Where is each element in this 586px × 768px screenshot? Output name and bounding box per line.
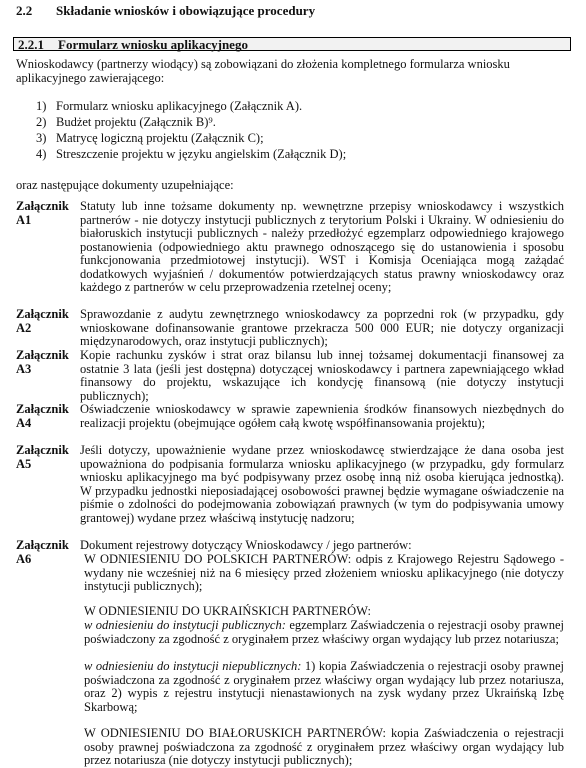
section-number: 2.2 <box>16 3 33 18</box>
a6-ukrainian-public <box>84 619 564 646</box>
attachment-text: Oświadczenie wnioskodawcy w sprawie zapewnienia środków finansowych niezbędnych do realizacji projektu (obejmujące ogółem całą kwotę współfinansowania projektu); <box>80 402 564 430</box>
attachment-label: Załącznik A2 <box>16 307 69 335</box>
list-item: 4) Streszczenie projektu w języku angielskim (Załącznik D); <box>36 147 347 161</box>
subsection-title: Formularz wniosku aplikacyjnego <box>58 37 248 52</box>
a6-polish-partners: W ODNIESIENIU DO POLSKICH PARTNERÓW: odpis z Krajowego Rejestru Sądowego - wydany nie wcześniej niż na 6 miesięcy przed złożeniem wniosku aplikacyjnego (nie dotyczy instytucji publicznych); <box>84 552 564 593</box>
required-documents-list <box>36 100 346 164</box>
attachment-text: Statuty lub inne tożsame dokumenty np. wewnętrzne przepisy wnioskodawcy i wszystkich partnerów - nie dotyczy instytucji publicznych z terytorium Polski i Ukrainy. W odniesieniu do białoruskich instytucji publicznych - należy przedłożyć egzemplarz odpowiedniego krajowego postanowienia (odpowiedniego aktu prawnego odnoszącego się do ustanowienia i sposobu funkcjonowania przedmiotowej instytucji). WST i Komisja Oceniająca mogą zażądać dodatkowych wyjaśnień / dokumentów potwierdzających status prawny wnioskodawcy oraz każdego z partnerów w celu przeprowadzenia rzetelnej oceny; <box>80 199 564 294</box>
attachment-text: Sprawozdanie z audytu zewnętrznego wnioskodawcy za poprzedni rok (w przypadku, gdy wnioskowane dofinansowanie grantowe przekracza 500 000 EUR; nie dotyczy organizacji międzynarodowych, oraz instytucji publicznych); <box>80 307 564 348</box>
attachment-label: Załącznik A3 <box>16 348 69 376</box>
a6-ukrainian-heading: W ODNIESIENIU DO UKRAIŃSKICH PARTNERÓW: <box>84 604 371 618</box>
a6-belarusian-partners: W ODNIESIENIU DO BIAŁORUSKICH PARTNERÓW: kopia Zaświadczenia o rejestracji osoby prawnej poświadczona za zgodność z oryginałem przez właściwy organ wydający lub przez notariusza (nie dotyczy instytucji publicznych); <box>84 726 564 767</box>
attachment-a4 <box>16 403 564 430</box>
attachment-a3 <box>16 349 564 403</box>
attachment-a1 <box>16 200 564 295</box>
a6-ukrainian-nonpublic-text: 1) kopia Zaświadczenia o rejestracji osoby prawnej poświadczona za zgodność z oryginałem przez właściwy organ wydający lub przez notariusza, oraz 2) wypis z rejestru instytucji nienastawionych na zysk wydany przez Ukraińską Izbę Skarbową; <box>84 659 564 714</box>
attachment-label: Załącznik A1 <box>16 199 69 227</box>
attachment-a2 <box>16 308 564 349</box>
section-title: Składanie wniosków i obowiązujące procedury <box>56 3 316 18</box>
attachment-text: Dokument rejestrowy dotyczący Wnioskodawcy / jego partnerów: <box>80 538 412 552</box>
attachment-text: Kopie rachunku zysków i strat oraz bilansu lub innej tożsamej dokumentacji finansowej za ostatnie 3 lata (jeśli jest dostępna) dotyczącej wnioskodawcy i partnera zapewniającego wkład finansowy do projektu, wskazujące ich kondycję finansową (nie dotyczy instytucji publicznych); <box>80 348 564 403</box>
section-heading <box>16 4 315 18</box>
a6-ukrainian-public-text: egzemplarz Zaświadczenia o rejestracji osoby prawnej poświadczony za zgodność z oryginałem przez właściwy organ wydający lub przez notariusza; <box>84 618 564 646</box>
a6-ukrainian-nonpublic-label: w odniesieniu do instytucji niepublicznych: <box>84 659 302 673</box>
attachment-label: Załącznik A4 <box>16 402 69 430</box>
supplementary-intro: oraz następujące dokumenty uzupełniające: <box>16 178 234 192</box>
list-item: 2) Budżet projektu (Załącznik B)⁹. <box>36 115 216 129</box>
attachment-label: Załącznik A5 <box>16 443 69 471</box>
attachment-text: Jeśli dotyczy, upoważnienie wydane przez wnioskodawcę stwierdzające że dana osoba jest upoważniona do podpisania formularza wniosku aplikacyjnego (w przypadku, gdy formularz wniosku aplikacyjnego ma być podpisywany przez osobę inną niż osoba kierująca jednostką). W przypadku jednostki nieposiadającej osobowości prawnej będzie wymagane oświadczenie na piśmie o zdolności do podejmowania zobowiązań prawnych (w tym do podpisywania umowy grantowej) wydane przez właściwą instytucję nadzoru; <box>80 443 564 525</box>
list-item: 1) Formularz wniosku aplikacyjnego (Załącznik A). <box>36 99 303 113</box>
list-item: 3) Matrycę logiczną projektu (Załącznik C); <box>36 131 264 145</box>
a6-ukrainian-public-label: w odniesieniu do instytucji publicznych: <box>84 618 286 632</box>
attachment-label: Załącznik A6 <box>16 538 69 566</box>
intro-paragraph: Wnioskodawcy (partnerzy wiodący) są zobowiązani do złożenia kompletnego formularza wniosku aplikacyjnego zawierającego: <box>16 57 510 85</box>
attachment-a6 <box>16 538 564 566</box>
a6-ukrainian-nonpublic <box>84 660 564 714</box>
subsection-heading <box>13 37 571 51</box>
attachment-a5 <box>16 444 564 525</box>
subsection-number: 2.2.1 <box>18 37 44 52</box>
